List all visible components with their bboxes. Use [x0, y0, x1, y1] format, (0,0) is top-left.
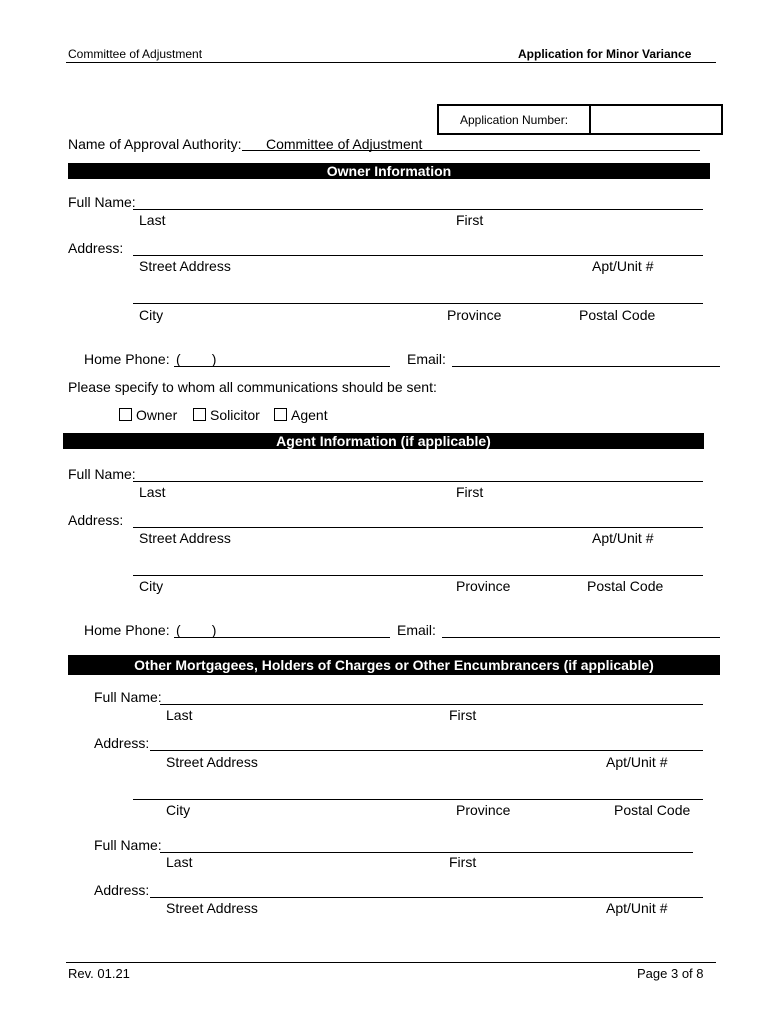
agent-apt-label: Apt/Unit # — [592, 530, 654, 546]
mortgagee1-city-line[interactable] — [133, 799, 703, 800]
mortgagee2-last-label: Last — [166, 854, 193, 870]
owner-city-line[interactable] — [133, 303, 703, 304]
mortgagee1-province-label: Province — [456, 802, 511, 818]
approval-authority-line[interactable] — [242, 150, 700, 151]
agent-last-label: Last — [139, 484, 166, 500]
owner-home-phone-label: Home Phone: — [84, 351, 170, 367]
solicitor-option-label: Solicitor — [210, 407, 260, 423]
agent-first-label: First — [456, 484, 484, 500]
header-right: Application for Minor Variance — [518, 47, 692, 61]
owner-full-name-line[interactable] — [133, 209, 703, 210]
owner-last-label: Last — [139, 212, 166, 228]
application-number-box — [437, 104, 723, 135]
agent-checkbox[interactable] — [274, 408, 287, 421]
mortgagee1-full-name-label: Full Name: — [94, 689, 162, 705]
agent-option-label: Agent — [291, 407, 328, 423]
mortgagee1-postal-label: Postal Code — [614, 802, 691, 818]
agent-street-label: Street Address — [139, 530, 231, 546]
mortgagees-section-title: Other Mortgagees, Holders of Charges or Other Encumbrancers (if applicable) — [68, 655, 720, 675]
owner-first-label: First — [456, 212, 484, 228]
agent-phone-line[interactable] — [174, 637, 390, 638]
mortgagee1-address-label: Address: — [94, 735, 150, 751]
owner-street-line[interactable] — [133, 255, 703, 256]
mortgagee1-first-label: First — [449, 707, 477, 723]
mortgagee1-street-line[interactable] — [150, 750, 703, 751]
mortgagee2-first-label: First — [449, 854, 477, 870]
owner-street-label: Street Address — [139, 258, 231, 274]
agent-city-label: City — [139, 578, 164, 594]
owner-address-label: Address: — [68, 240, 124, 256]
owner-section-title: Owner Information — [68, 163, 710, 179]
mortgagee2-street-line[interactable] — [150, 897, 703, 898]
solicitor-checkbox[interactable] — [193, 408, 206, 421]
communications-prompt: Please specify to whom all communications should be sent: — [68, 379, 437, 395]
agent-city-line[interactable] — [133, 575, 703, 576]
mortgagee2-full-name-line[interactable] — [160, 852, 693, 853]
mortgagee1-city-label: City — [166, 802, 191, 818]
owner-email-line[interactable] — [452, 366, 720, 367]
mortgagee1-street-label: Street Address — [166, 754, 258, 770]
agent-full-name-label: Full Name: — [68, 466, 136, 482]
agent-home-phone-label: Home Phone: — [84, 622, 170, 638]
owner-full-name-label: Full Name: — [68, 194, 136, 210]
mortgagee2-apt-label: Apt/Unit # — [606, 900, 668, 916]
approval-authority-value: Committee of Adjustment — [266, 136, 423, 152]
footer-page-number: Page 3 of 8 — [637, 966, 704, 981]
owner-postal-label: Postal Code — [579, 307, 656, 323]
footer-revision: Rev. 01.21 — [68, 966, 130, 981]
agent-email-label: Email: — [397, 622, 436, 638]
owner-city-label: City — [139, 307, 164, 323]
mortgagee1-apt-label: Apt/Unit # — [606, 754, 668, 770]
application-number-label: Application Number: — [439, 106, 591, 133]
agent-phone-paren: ( ) — [176, 622, 217, 638]
owner-apt-label: Apt/Unit # — [592, 258, 654, 274]
owner-email-label: Email: — [407, 351, 446, 367]
agent-address-label: Address: — [68, 512, 124, 528]
mortgagee1-full-name-line[interactable] — [160, 704, 703, 705]
mortgagee1-last-label: Last — [166, 707, 193, 723]
owner-option-label: Owner — [136, 407, 178, 423]
mortgagee2-full-name-label: Full Name: — [94, 837, 162, 853]
agent-section-title: Agent Information (if applicable) — [63, 433, 704, 449]
application-number-field[interactable] — [591, 106, 721, 133]
approval-authority-label: Name of Approval Authority: — [68, 136, 242, 152]
mortgagee2-address-label: Address: — [94, 882, 150, 898]
agent-email-line[interactable] — [442, 637, 720, 638]
mortgagee2-street-label: Street Address — [166, 900, 258, 916]
owner-phone-paren: ( ) — [176, 351, 217, 367]
owner-checkbox[interactable] — [119, 408, 132, 421]
footer-rule — [66, 962, 716, 963]
agent-province-label: Province — [456, 578, 511, 594]
agent-postal-label: Postal Code — [587, 578, 664, 594]
owner-province-label: Province — [447, 307, 502, 323]
agent-full-name-line[interactable] — [133, 481, 703, 482]
header-rule — [66, 62, 716, 63]
agent-street-line[interactable] — [133, 527, 703, 528]
header-left: Committee of Adjustment — [68, 47, 203, 61]
owner-phone-line[interactable] — [174, 366, 390, 367]
